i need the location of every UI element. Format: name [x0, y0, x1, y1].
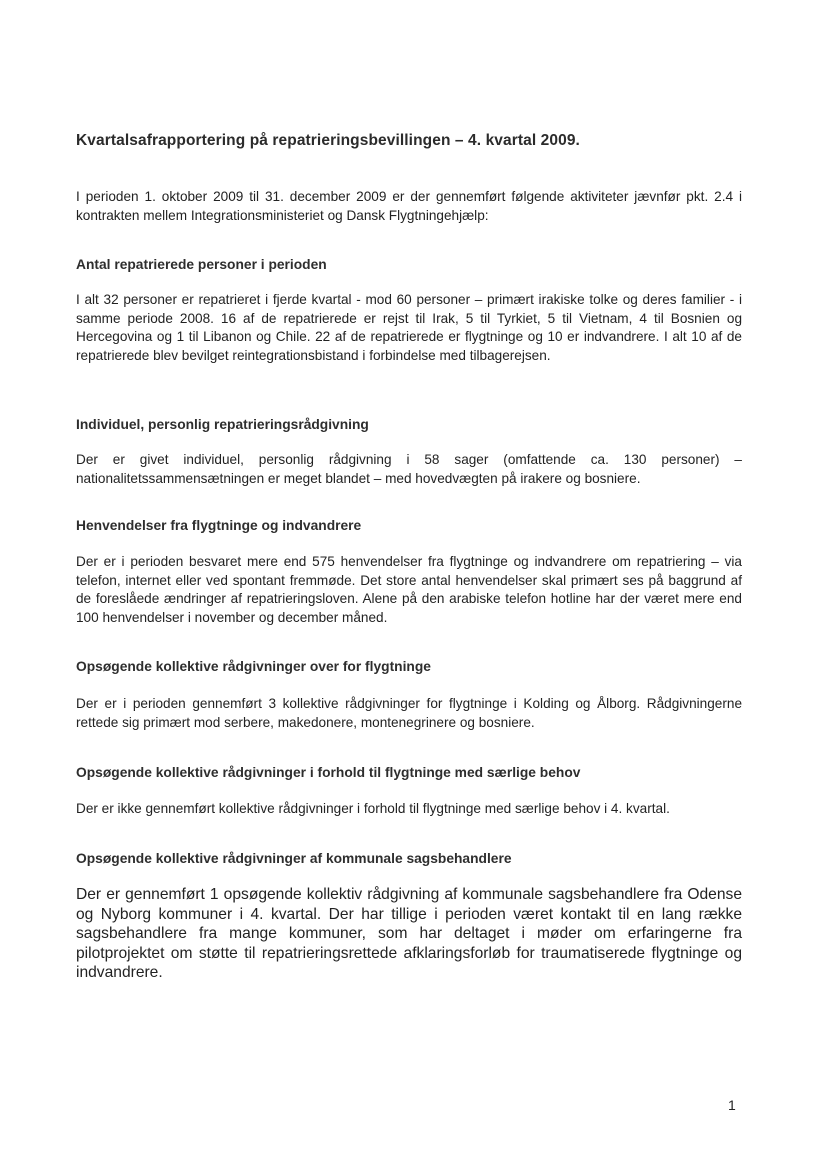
section-body-caseworkers: Der er gennemført 1 opsøgende kollektiv rådgivning af kommunale sagsbehandlere fra Odense og Nyborg kommuner i 4. kvartal. Der har tillige i perioden været kontakt til en lang række sagsbehandlere fra mange kommuner, som har deltaget i møder om erfaringerne fra pilotprojektet om støtte til repatrieringsrettede afklaringsforløb for traumatiserede flygtninge og indvandrere. — [76, 886, 742, 981]
section-body-special-needs: Der er ikke gennemført kollektive rådgivninger i forhold til flygtninge med særlige behov i 4. kvartal. — [76, 801, 670, 816]
section-body-inquiries: Der er i perioden besvaret mere end 575 henvendelser fra flygtninge og indvandrere om repatriering – via telefon, internet eller ved spontant fremmøde. Det store antal henvendelser skal primært ses på baggrund af de foreslåede ændringer af repatrieringsloven. Alene på den arabiske telefon hotline har der været mere end 100 henvendelser i november og december måned. — [76, 554, 742, 625]
section-heading-collective-refugees: Opsøgende kollektive rådgivninger over for flygtninge — [76, 659, 431, 674]
section-heading-special-needs: Opsøgende kollektive rådgivninger i forhold til flygtninge med særlige behov — [76, 765, 581, 780]
section-heading-individual-counselling: Individuel, personlig repatrieringsrådgivning — [76, 417, 369, 432]
page-number: 1 — [728, 1097, 736, 1113]
section-heading-inquiries: Henvendelser fra flygtninge og indvandrere — [76, 518, 362, 533]
intro-paragraph: I perioden 1. oktober 2009 til 31. december 2009 er der gennemført følgende aktiviteter jævnfør pkt. 2.4 i kontrakten mellem Integrationsministeriet og Dansk Flygtningehjælp: — [76, 189, 742, 223]
section-heading-repatriated-persons: Antal repatrierede personer i perioden — [76, 257, 327, 272]
section-body-collective-refugees: Der er i perioden gennemført 3 kollektive rådgivninger for flygtninge i Kolding og Ålborg. Rådgivningerne rettede sig primært mod serbere, makedonere, montenegrinere og bosniere. — [76, 696, 742, 730]
document-title: Kvartalsafrapportering på repatrieringsbevillingen – 4. kvartal 2009. — [76, 132, 580, 149]
section-heading-caseworkers: Opsøgende kollektive rådgivninger af kommunale sagsbehandlere — [76, 851, 512, 866]
section-body-individual-counselling: Der er givet individuel, personlig rådgivning i 58 sager (omfattende ca. 130 personer) – nationalitetssammensætningen er meget blandet – med hovedvægten på irakere og bosniere. — [76, 452, 742, 486]
section-body-repatriated-persons: I alt 32 personer er repatrieret i fjerde kvartal - mod 60 personer – primært irakiske tolke og deres familier - i samme periode 2008. 16 af de repatrierede er rejst til Irak, 5 til Tyrkiet, 5 til Vietnam, 4 til Bosnien og Hercegovina og 1 til Libanon og Chile. 22 af de repatrierede er flygtninge og 10 er indvandrere. I alt 10 af de repatrierede blev bevilget reintegrationsbistand i forbindelse med tilbagerejsen. — [76, 292, 742, 363]
